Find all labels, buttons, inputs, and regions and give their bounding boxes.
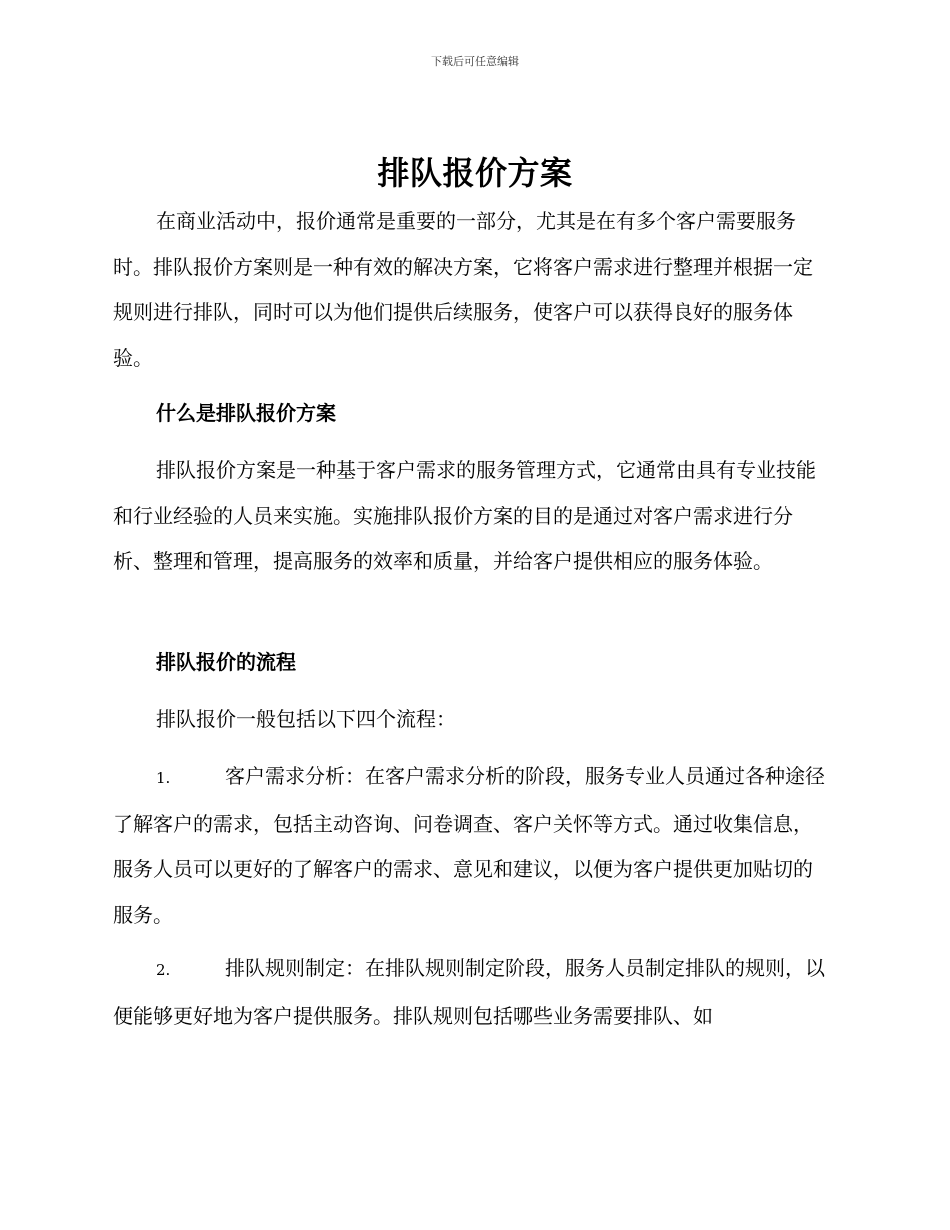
section-heading-process: 排队报价的流程	[156, 650, 296, 674]
list-item-text: 客户需求分析：在客户需求分析的阶段，服务专业人员通过各种途径了解客户的需求，包括主动咨询、问卷调查、客户关怀等方式。通过收集信息，服务人员可以更好的了解客户的需求、意见和建议，以便为客户提供更加贴切的服务。	[113, 764, 825, 927]
list-item	[113, 946, 831, 1039]
list-item	[113, 754, 831, 938]
process-intro: 排队报价一般包括以下四个流程：	[156, 707, 456, 731]
section1-paragraph: 排队报价方案是一种基于客户需求的服务管理方式，它通常由具有专业技能和行业经验的人员来实施。实施排队报价方案的目的是通过对客户需求进行分析、整理和管理，提高服务的效率和质量，并给客户提供相应的服务体验。	[113, 458, 816, 573]
page-header-note: 下载后可任意编辑	[431, 55, 519, 68]
list-item-number: 1.	[156, 769, 171, 787]
section-heading-what-is: 什么是排队报价方案	[156, 401, 336, 425]
list-item-text: 排队规则制定：在排队规则制定阶段，服务人员制定排队的规则，以便能够更好地为客户提供服务。排队规则包括哪些业务需要排队、如	[113, 956, 825, 1028]
document-title: 排队报价方案	[377, 154, 573, 192]
intro-paragraph: 在商业活动中，报价通常是重要的一部分，尤其是在有多个客户需要服务时。排队报价方案则是一种有效的解决方案，它将客户需求进行整理并根据一定规则进行排队，同时可以为他们提供后续服务，使客户可以获得良好的服务体验。	[113, 209, 813, 370]
list-item-number: 2.	[156, 961, 171, 979]
